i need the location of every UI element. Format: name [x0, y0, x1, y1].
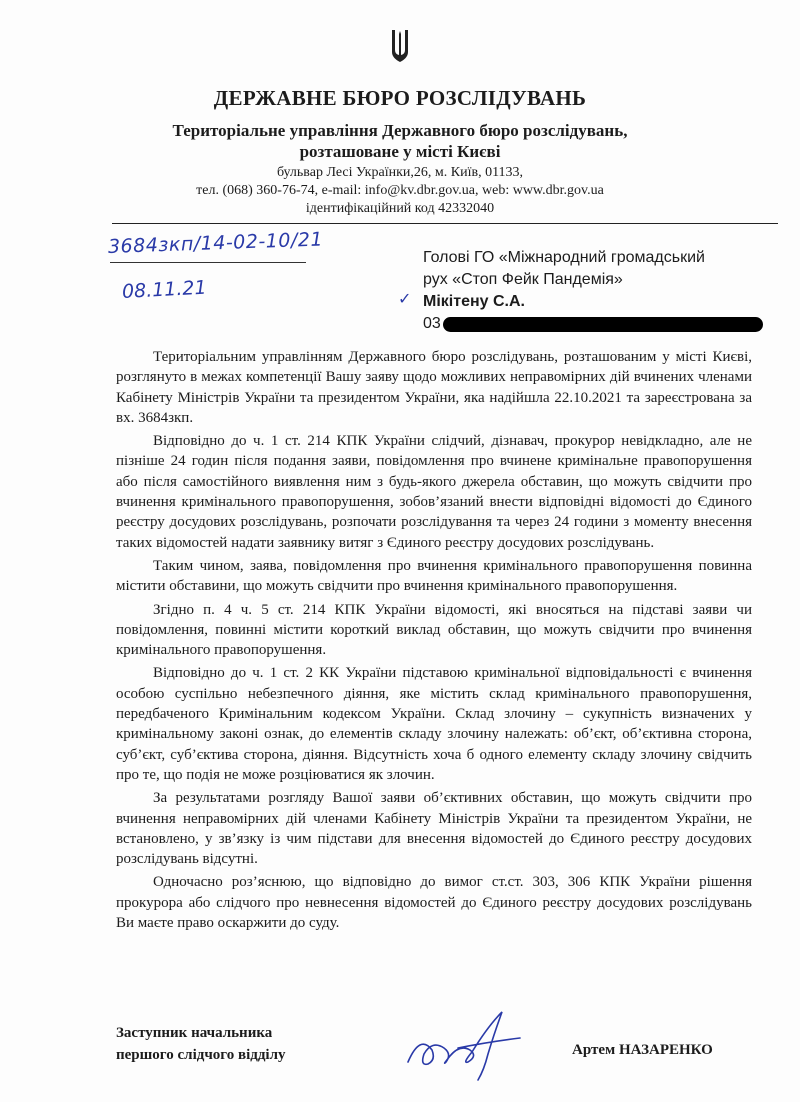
addressee-block — [423, 247, 783, 335]
addressee-name: Мікітену С.А. — [423, 293, 525, 310]
body-paragraph-3: Таким чином, заява, повідомлення про вчинення кримінального правопорушення повинна містити обставини, що можуть свідчити про вчинення кримінального правопорушення. — [116, 557, 752, 595]
addressee-postal — [423, 313, 783, 335]
body-paragraph-1: Територіальним управлінням Державного бюро розслідувань, розташованим у місті Києві, розглянуто в межах компетенції Вашу заяву щодо можливих неправомірних дій вчинених членами Кабінету Міністрів України та президентом України, яка надійшла 22.10.2021 та зареєстрована за вх. 3684зкп. — [116, 349, 752, 426]
redacted-address — [443, 317, 763, 332]
trident-emblem-icon — [389, 28, 411, 64]
body-paragraph-6: За результатами розгляду Вашої заяви об’єктивних обставин, що можуть свідчити про вчинення неправомірних дій членами Кабінету Міністрів України та президентом України, не встановлено, у зв’язку із чим підстави для внесення відомостей до Єдиного реєстру досудових розслідувань відсутні. — [116, 790, 752, 868]
body-paragraph-2: Відповідно до ч. 1 ст. 214 КПК України слідчий, дізнавач, прокурор невідкладно, але не пізніше 24 годин після подання заяви, повідомлення про вчинене кримінальне правопорушення або після самостійного виявлення ним з будь-якого джерела обставин, що можуть свідчити про вчинення кримінального правопорушення, зобов’язаний внести відповідні відомості до Єдиного реєстру досудових розслідувань, розпочати розслідування та через 24 години з моменту внесення таких відомостей надати заявнику витяг з Єдиного реєстру досудових розслідувань. — [116, 433, 752, 551]
header-divider — [112, 223, 778, 224]
org-contacts: тел. (068) 360-76-74, e-mail: info@kv.dbr.gov.ua, web: www.dbr.gov.ua — [196, 183, 604, 198]
body-paragraph-4: Згідно п. 4 ч. 5 ст. 214 КПК України відомості, які вносяться на підставі заяви чи повідомлення, повинні містити короткий виклад обставин, що можуть свідчити про вчинення кримінального правопорушення. — [116, 601, 752, 659]
registration-date: 08.11.21 — [121, 276, 208, 303]
org-title: ДЕРЖАВНЕ БЮРО РОЗСЛІДУВАНЬ — [213, 86, 587, 110]
signatory-title-line2: першого слідчого відділу — [116, 1047, 286, 1063]
registration-number: 3684зкп/14-02-10/21 — [107, 228, 324, 258]
org-address: бульвар Лесі Українки,26, м. Київ, 01133, — [276, 165, 524, 180]
signatory-title — [116, 1022, 286, 1066]
signatory-title-line1: Заступник начальника — [116, 1025, 273, 1041]
signer-name: Артем НАЗАРЕНКО — [572, 1042, 713, 1058]
body-paragraph-5: Відповідно до ч. 1 ст. 2 КК України підставою кримінальної відповідальності є вчинення особою суспільно небезпечного діяння, яке містить склад кримінального правопорушення, передбаченого Кримінальним кодексом України. Склад злочину – сукупність визначених у кримінальному законі ознак, до елементів складу злочину належать: об’єкт, об’єктивна сторона, суб’єкт, суб’єктива сторона, діяння. Відсутність хоча б одного елементу складу злочину свідчить про те, що подія не може розціюватися як злочин. — [116, 665, 752, 783]
addressee-line1: Голові ГО «Міжнародний громадський — [423, 249, 705, 266]
handwritten-signature — [398, 1004, 533, 1084]
postal-prefix: 03 — [423, 315, 441, 332]
addressee-line2: рух «Стоп Фейк Пандемія» — [423, 271, 623, 288]
org-id-code: ідентифікаційний код 42332040 — [305, 201, 495, 216]
unit-name-line2: розташоване у місті Києві — [299, 142, 501, 161]
letter-body — [116, 347, 752, 936]
checkmark-icon: ✓ — [398, 289, 412, 308]
registration-underline — [110, 262, 306, 263]
body-paragraph-7: Одночасно роз’яснюю, що відповідно до вимог ст.ст. 303, 306 КПК України рішення прокурора або слідчого про невнесення відомостей до Єдиного реєстру досудових розслідувань Ви маєте право оскаржити до суду. — [116, 874, 752, 932]
unit-name-line1: Територіальне управління Державного бюро розслідувань, — [172, 121, 628, 140]
